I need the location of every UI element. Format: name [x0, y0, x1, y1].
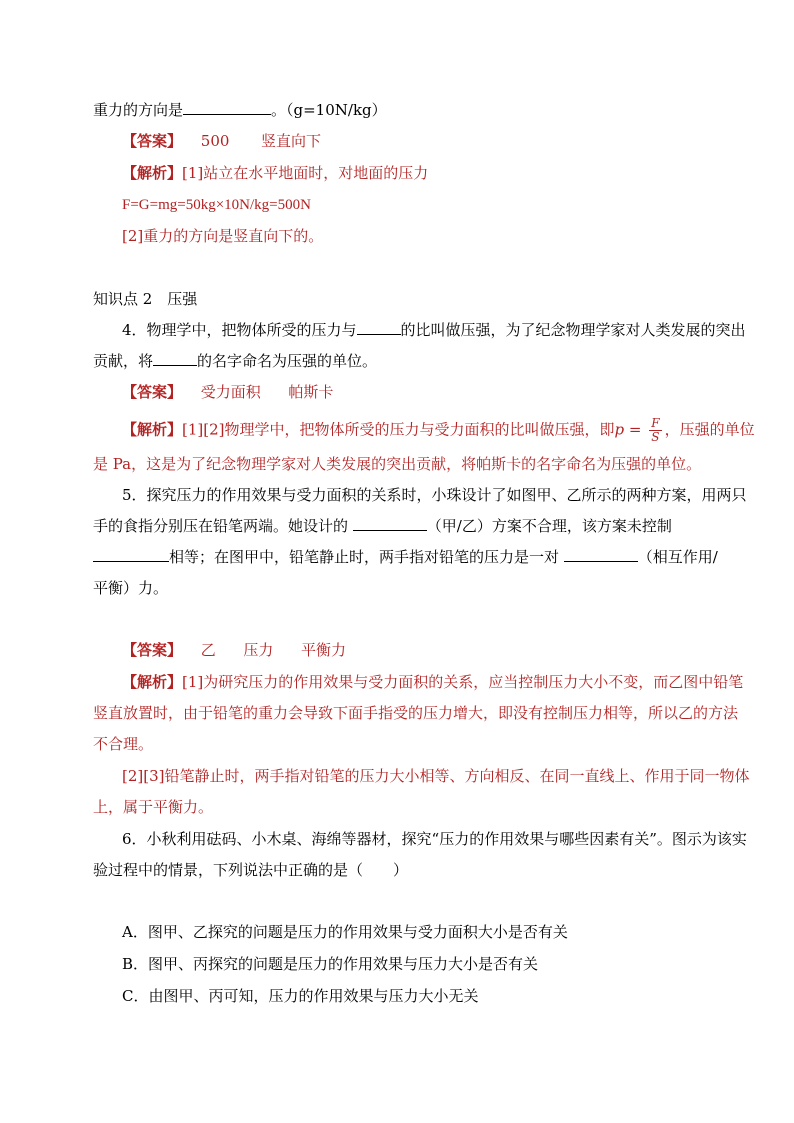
section-heading: 知识点 2 压强: [93, 290, 198, 308]
formula-p: p: [614, 420, 625, 439]
q5-analysis-1-text: [1]为研究压力的作用效果与受力面积的关系，应当控制压力大小不变，而乙图中铅笔: [182, 673, 744, 691]
q6-line-2: 验过程中的情景，下列说法中正确的是（ ）: [93, 861, 409, 879]
q3-stem-text: 重力的方向是: [93, 101, 184, 119]
formula-fraction: [649, 417, 661, 444]
q4-blank-1: [357, 320, 401, 335]
q4-blank-2: [153, 351, 197, 366]
q3-answer-1: 500: [200, 132, 230, 150]
q5-line-2a: 手的食指分别压在铅笔两端。她设计的: [93, 517, 353, 535]
formula-eq: =: [624, 420, 647, 439]
q4-line-2a: 贡献，将: [93, 352, 154, 370]
q4-line-2b: 的名字命名为压强的单位。: [197, 352, 378, 370]
q4-line-1a: 4．物理学中，把物体所受的压力与: [122, 321, 357, 339]
formula-denominator: S: [651, 430, 660, 444]
q5-answer-1: 乙: [200, 641, 216, 659]
q5-blank-1: [353, 516, 427, 531]
q5-answer-3: 平衡力: [300, 641, 346, 659]
q3-analysis-1-text: [1]站立在水平地面时，对地面的压力: [182, 164, 429, 182]
q3-analysis-2: [2]重力的方向是竖直向下的。: [122, 227, 324, 245]
q4-analysis-1b: ，压强的单位: [664, 420, 755, 439]
analysis-tag: 【解析】: [122, 164, 183, 182]
q4-analysis-2: 是 Pa，这是为了纪念物理学家对人类发展的突出贡献，将帕斯卡的名字命名为压强的单位。: [93, 455, 702, 473]
answer-tag: 【答案】: [122, 132, 183, 150]
analysis-tag: 【解析】: [122, 673, 183, 691]
q5-line-2: [93, 516, 672, 536]
q6-line-1: 6．小秋利用砝码、小木桌、海绵等器材，探究“压力的作用效果与哪些因素有关”。图示为该实: [122, 830, 747, 848]
q4-answer: [122, 382, 333, 402]
q4-analysis-1: [122, 417, 755, 444]
q5-analysis-1: [122, 672, 743, 692]
q5-line-1: 5．探究压力的作用效果与受力面积的关系时，小珠设计了如图甲、乙所示的两种方案，用两只: [122, 486, 747, 504]
q3-answer: [122, 131, 321, 151]
q5-line-4: 平衡）力。: [93, 579, 169, 597]
q6-option-c: C．由图甲、丙可知，压力的作用效果与压力大小无关: [122, 987, 479, 1005]
q5-answer: [122, 640, 346, 660]
analysis-tag: 【解析】: [122, 420, 183, 439]
answer-tag: 【答案】: [122, 383, 183, 401]
q3-formula: F=G=mg=50kg×10N/kg=500N: [122, 197, 311, 213]
q5-answer-2: 压力: [243, 641, 274, 659]
q4-line-1: [122, 320, 746, 340]
q4-line-1b: 的比叫做压强，为了纪念物理学家对人类发展的突出: [400, 321, 746, 339]
q4-analysis-1a: [1][2]物理学中，把物体所受的压力与受力面积的比叫做压强，即: [182, 420, 615, 439]
formula-numerator: F: [651, 416, 660, 430]
q5-line-3a: 相等；在图甲中，铅笔静止时，两手指对铅笔的压力是一对: [169, 548, 564, 566]
q5-analysis-5: 上，属于平衡力。: [93, 798, 214, 816]
q5-line-3b: （相互作用/: [637, 548, 718, 566]
q3-analysis-1: [122, 163, 428, 183]
q5-line-3: [93, 547, 718, 567]
q3-stem: [93, 100, 387, 120]
q5-blank-3: [564, 547, 638, 562]
q4-line-2: [93, 351, 377, 371]
q5-line-2b: （甲/乙）方案不合理，该方案未控制: [426, 517, 672, 535]
q4-answer-2: 帕斯卡: [288, 383, 334, 401]
q5-analysis-3: 不合理。: [93, 735, 154, 753]
q5-blank-2: [93, 547, 169, 562]
q6-option-a: A．图甲、乙探究的问题是压力的作用效果与受力面积大小是否有关: [122, 923, 568, 941]
q5-analysis-4: [2][3]铅笔静止时，两手指对铅笔的压力大小相等、方向相反、在同一直线上、作用于同一物体: [122, 767, 750, 785]
q4-answer-1: 受力面积: [200, 383, 261, 401]
q6-option-b: B．图甲、丙探究的问题是压力的作用效果与压力大小是否有关: [122, 955, 539, 973]
q5-analysis-2: 竖直放置时，由于铅笔的重力会导致下面手指受的压力增大，即没有控制压力相等，所以乙的方法: [93, 704, 739, 722]
q3-blank: [183, 100, 271, 115]
q3-answer-2: 竖直向下: [261, 132, 322, 150]
q3-stem-end: 。（g=10N/kg）: [271, 101, 387, 119]
answer-tag: 【答案】: [122, 641, 183, 659]
